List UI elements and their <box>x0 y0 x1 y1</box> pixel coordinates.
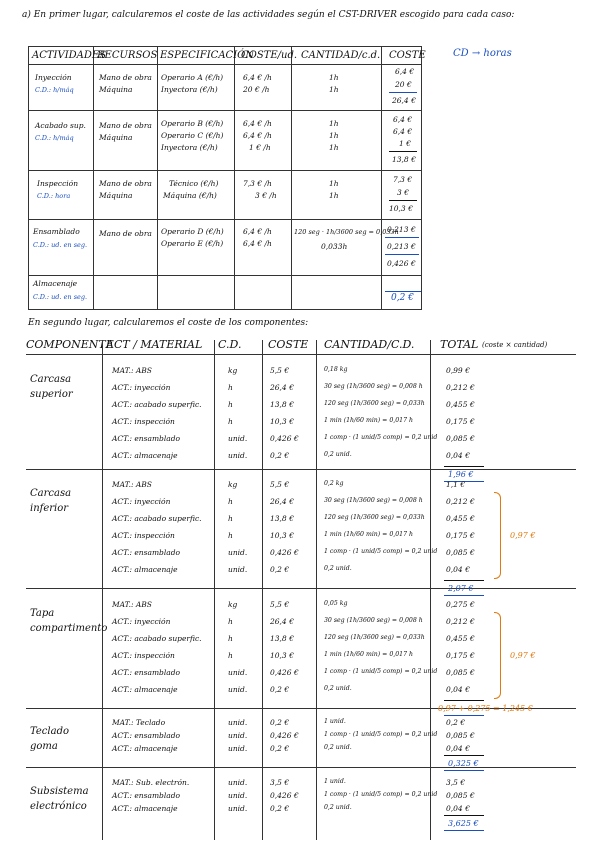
coste-value: 0,426 € <box>270 791 299 800</box>
cantidad-value: 1 min (1h/60 min) = 0,017 h <box>324 531 413 538</box>
act-material: ACT.: ensamblado <box>112 668 181 677</box>
total-value: 0,455 € <box>446 514 475 523</box>
cantidad-value: 0,2 unid. <box>324 744 352 751</box>
total-value: 0,175 € <box>446 531 475 540</box>
cantidad-value: 1 min (1h/60 min) = 0,017 h <box>324 417 413 424</box>
coste-value: 0,2 € <box>270 565 290 574</box>
act-material: ACT.: almacenaje <box>112 804 178 813</box>
underline <box>444 715 484 716</box>
group-total: 0,97 + 0,275 = 1,245 € <box>438 704 533 713</box>
esp-item: Operario E (€/h) <box>161 239 224 248</box>
act-material: ACT.: almacenaje <box>112 685 178 694</box>
cant-item: 0,033h <box>321 242 348 251</box>
activities-table <box>28 46 426 310</box>
act-cd: C.D.: h/máq <box>35 86 74 94</box>
component-name: Tapa <box>30 608 55 619</box>
header-cantidad: CANTIDAD/C.D. <box>324 338 415 351</box>
esp-item: Operario C (€/h) <box>161 131 224 140</box>
esp-item: Inyectora (€/h) <box>161 143 218 152</box>
group-total: 3,625 € <box>448 819 479 828</box>
cd-value: kg <box>228 480 238 489</box>
cd-value: unid. <box>228 731 248 740</box>
brace-mark <box>494 492 501 579</box>
cantidad-value: 120 seg (1h/3600 seg) = 0,033h <box>324 400 425 407</box>
cu-item: 3 € /h <box>255 191 277 200</box>
cd-value: kg <box>228 600 238 609</box>
esp-item: Máquina (€/h) <box>163 191 217 200</box>
coste-value: 3,5 € <box>270 778 290 787</box>
total-value: 0,04 € <box>446 685 470 694</box>
cd-value: unid. <box>228 804 248 813</box>
coste-value: 5,5 € <box>270 480 290 489</box>
act-material: ACT.: acabado superfic. <box>112 400 202 409</box>
act-name: Ensamblado <box>33 227 80 236</box>
total-value: 0,085 € <box>446 548 475 557</box>
cd-value: h <box>228 383 233 392</box>
total-value: 0,085 € <box>446 731 475 740</box>
coste-value: 10,3 € <box>270 531 294 540</box>
cant-item: 1h <box>329 119 339 128</box>
total-value: 0,212 € <box>446 383 475 392</box>
cd-value: unid. <box>228 565 248 574</box>
coste-value: 0,2 € <box>270 744 290 753</box>
component-name: Carcasa <box>30 488 72 499</box>
row-total: 26,4 € <box>392 96 416 105</box>
header-coste: COSTE <box>389 50 426 61</box>
cd-value: unid. <box>228 548 248 557</box>
act-material: ACT.: ensamblado <box>112 791 181 800</box>
rec-item: Mano de obra <box>99 121 152 130</box>
coste-value: 0,2 € <box>270 718 290 727</box>
esp-item: Operario A (€/h) <box>161 73 224 82</box>
cant-item: 120 seg · 1h/3600 seg = 0,033h <box>294 228 399 236</box>
cant-item: 1h <box>329 191 339 200</box>
coste-value: 0,2 € <box>270 685 290 694</box>
act-name: Inyección <box>35 73 72 82</box>
coste-value: 0,2 € <box>270 804 290 813</box>
cant-item: 1h <box>329 85 339 94</box>
cantidad-value: 0,2 unid. <box>324 451 352 458</box>
total-value: 0,085 € <box>446 668 475 677</box>
cantidad-value: 1 comp · (1 unid/5 comp) = 0,2 unid <box>324 731 438 738</box>
total-value: 0,175 € <box>446 417 475 426</box>
coste-value: 0,426 € <box>270 668 299 677</box>
cantidad-value: 0,05 kg <box>324 600 348 607</box>
act-name: Almacenaje <box>33 279 78 288</box>
cd-value: unid. <box>228 434 248 443</box>
act-material: ACT.: inspección <box>112 531 175 540</box>
cu-item: 6,4 € /h <box>243 227 272 236</box>
cantidad-value: 30 seg (1h/3600 seg) = 0,008 h <box>324 497 423 504</box>
cd-value: kg <box>228 366 238 375</box>
act-material: MAT.: ABS <box>112 600 152 609</box>
cantidad-value: 120 seg (1h/3600 seg) = 0,033h <box>324 514 425 521</box>
cd-value: h <box>228 514 233 523</box>
act-cd: C.D.: hora <box>37 192 71 200</box>
rec-item: Mano de obra <box>99 73 152 82</box>
header-componente: COMPONENTE <box>26 338 114 351</box>
header-recursos: RECURSOS <box>97 50 158 61</box>
act-cd: C.D.: ud. en seg. <box>33 293 88 301</box>
coste-value: 26,4 € <box>270 497 294 506</box>
coste-value: 0,426 € <box>270 434 299 443</box>
coste-item: 0,213 € <box>387 225 416 234</box>
component-name: Subsistema <box>30 786 89 797</box>
brace-note: 0,97 € <box>510 530 536 540</box>
total-value: 1,1 € <box>446 480 466 489</box>
underline <box>444 580 484 581</box>
underline <box>444 830 484 831</box>
coste-item: 1 € <box>399 139 411 148</box>
coste-value: 13,8 € <box>270 514 294 523</box>
total-value: 0,275 € <box>446 600 475 609</box>
act-material: ACT.: almacenaje <box>112 451 178 460</box>
coste-value: 0,2 € <box>270 451 290 460</box>
act-material: MAT.: ABS <box>112 480 152 489</box>
total-value: 3,5 € <box>446 778 466 787</box>
cd-value: unid. <box>228 668 248 677</box>
cu-item: 20 € /h <box>243 85 270 94</box>
coste-item: 0,213 € <box>387 242 416 251</box>
group-total: 1,96 € <box>448 470 474 479</box>
cantidad-value: 1 comp · (1 unid/5 comp) = 0,2 unid <box>324 548 438 555</box>
cantidad-value: 1 comp · (1 unid/5 comp) = 0,2 unid <box>324 434 438 441</box>
cant-item: 1h <box>329 179 339 188</box>
intro-text-2: En segundo lugar, calcularemos el coste de los componentes: <box>28 318 309 328</box>
header-actividades: ACTIVIDADES <box>32 50 107 61</box>
header-especificacion: ESPECIFICACIÓN <box>160 50 255 61</box>
act-material: ACT.: ensamblado <box>112 548 181 557</box>
cd-value: h <box>228 400 233 409</box>
coste-value: 5,5 € <box>270 600 290 609</box>
act-name: Acabado sup. <box>35 121 86 130</box>
rec-item: Máquina <box>99 85 133 94</box>
total-value: 0,212 € <box>446 497 475 506</box>
coste-item: 20 € <box>395 80 412 89</box>
cd-value: h <box>228 651 233 660</box>
brace-mark <box>494 612 501 699</box>
cd-value: h <box>228 617 233 626</box>
cantidad-value: 1 comp · (1 unid/5 comp) = 0,2 unid <box>324 668 438 675</box>
cd-value: unid. <box>228 744 248 753</box>
coste-item: 6,4 € <box>393 115 413 124</box>
act-material: ACT.: inyección <box>112 497 171 506</box>
cantidad-value: 0,18 kg <box>324 366 348 373</box>
act-name: Inspección <box>37 179 79 188</box>
act-cd: C.D.: h/máq <box>35 134 74 142</box>
header-coste-ud: COSTE/ud. <box>241 50 298 61</box>
act-material: MAT.: Teclado <box>112 718 166 727</box>
header-act-material: ACT / MATERIAL <box>106 338 203 351</box>
underline <box>444 770 484 771</box>
underline <box>444 815 484 816</box>
coste-value: 5,5 € <box>270 366 290 375</box>
rec-item: Máquina <box>99 191 133 200</box>
act-material: MAT.: Sub. electrón. <box>112 778 190 787</box>
esp-item: Inyectora (€/h) <box>161 85 218 94</box>
underline <box>444 466 484 467</box>
brace-note: 0,97 € <box>510 650 536 660</box>
cd-value: unid. <box>228 778 248 787</box>
act-material: ACT.: acabado superfic. <box>112 514 202 523</box>
esp-item: Operario D (€/h) <box>161 227 224 236</box>
cantidad-value: 1 min (1h/60 min) = 0,017 h <box>324 651 413 658</box>
coste-value: 10,3 € <box>270 417 294 426</box>
row-total: 0,2 € <box>391 293 414 303</box>
cd-value: unid. <box>228 685 248 694</box>
coste-item: 3 € <box>397 188 409 197</box>
header-cantidad: CANTIDAD/c.d. <box>301 50 381 61</box>
cd-value: unid. <box>228 791 248 800</box>
total-value: 0,2 € <box>446 718 466 727</box>
cant-item: 1h <box>329 73 339 82</box>
header-total: TOTAL <box>440 338 479 351</box>
coste-value: 10,3 € <box>270 651 294 660</box>
cu-item: 6,4 € /h <box>243 119 272 128</box>
component-name: compartimento <box>30 623 108 634</box>
cantidad-value: 120 seg (1h/3600 seg) = 0,033h <box>324 634 425 641</box>
total-value: 0,04 € <box>446 565 470 574</box>
coste-value: 13,8 € <box>270 634 294 643</box>
act-material: ACT.: ensamblado <box>112 731 181 740</box>
act-material: MAT.: ABS <box>112 366 152 375</box>
act-material: ACT.: almacenaje <box>112 744 178 753</box>
cantidad-value: 0,2 unid. <box>324 804 352 811</box>
coste-value: 0,426 € <box>270 548 299 557</box>
cantidad-value: 30 seg (1h/3600 seg) = 0,008 h <box>324 383 423 390</box>
underline <box>444 700 484 701</box>
underline <box>444 595 484 596</box>
cantidad-value: 30 seg (1h/3600 seg) = 0,008 h <box>324 617 423 624</box>
coste-value: 26,4 € <box>270 617 294 626</box>
legend-note: CD → horas <box>453 48 512 59</box>
underline <box>444 755 484 756</box>
coste-item: 6,4 € <box>395 67 415 76</box>
cantidad-value: 1 unid. <box>324 778 346 785</box>
cu-item: 6,4 € /h <box>243 239 272 248</box>
row-total: 10,3 € <box>389 204 413 213</box>
act-material: ACT.: inspección <box>112 651 175 660</box>
component-name: superior <box>30 389 73 400</box>
cantidad-value: 0,2 kg <box>324 480 344 487</box>
group-total: 2,07 € <box>448 584 474 593</box>
esp-item: Operario B (€/h) <box>161 119 224 128</box>
row-total: 13,8 € <box>392 155 416 164</box>
group-total: 0,325 € <box>448 759 479 768</box>
total-value: 0,175 € <box>446 651 475 660</box>
cd-value: h <box>228 417 233 426</box>
cantidad-value: 0,2 unid. <box>324 565 352 572</box>
act-material: ACT.: inspección <box>112 417 175 426</box>
component-name: Teclado <box>30 726 69 737</box>
act-material: ACT.: almacenaje <box>112 565 178 574</box>
total-note: (coste × cantidad) <box>482 341 548 349</box>
header-cd: C.D. <box>218 338 242 351</box>
act-material: ACT.: inyección <box>112 617 171 626</box>
total-value: 0,455 € <box>446 400 475 409</box>
coste-value: 13,8 € <box>270 400 294 409</box>
component-name: inferior <box>30 503 69 514</box>
cant-item: 1h <box>329 143 339 152</box>
total-value: 0,212 € <box>446 617 475 626</box>
component-name: goma <box>30 741 58 752</box>
total-value: 0,04 € <box>446 744 470 753</box>
coste-item: 6,4 € <box>393 127 413 136</box>
component-name: electrónico <box>30 801 87 812</box>
total-value: 0,085 € <box>446 434 475 443</box>
total-value: 0,99 € <box>446 366 470 375</box>
intro-text-1: a) En primer lugar, calcularemos el coste de las actividades según el CST-DRIVER escogido para cada caso: <box>22 10 515 20</box>
cu-item: 6,4 € /h <box>243 73 272 82</box>
cd-value: unid. <box>228 718 248 727</box>
total-value: 0,04 € <box>446 451 470 460</box>
cu-item: 7,3 € /h <box>243 179 272 188</box>
cd-value: unid. <box>228 451 248 460</box>
coste-item: 7,3 € <box>393 175 413 184</box>
act-material: ACT.: acabado superfic. <box>112 634 202 643</box>
cantidad-value: 0,2 unid. <box>324 685 352 692</box>
cd-value: h <box>228 634 233 643</box>
act-material: ACT.: inyección <box>112 383 171 392</box>
total-value: 0,085 € <box>446 791 475 800</box>
cd-value: h <box>228 531 233 540</box>
coste-value: 0,426 € <box>270 731 299 740</box>
rec-item: Mano de obra <box>99 229 152 238</box>
total-value: 0,04 € <box>446 804 470 813</box>
coste-value: 26,4 € <box>270 383 294 392</box>
header-coste: COSTE <box>268 338 309 351</box>
cu-item: 6,4 € /h <box>243 131 272 140</box>
rec-item: Máquina <box>99 133 133 142</box>
cd-value: h <box>228 497 233 506</box>
act-material: ACT.: ensamblado <box>112 434 181 443</box>
cantidad-value: 1 comp · (1 unid/5 comp) = 0,2 unid <box>324 791 438 798</box>
component-name: Carcasa <box>30 374 72 385</box>
cant-item: 1h <box>329 131 339 140</box>
act-cd: C.D.: ud. en seg. <box>33 241 88 249</box>
total-value: 0,455 € <box>446 634 475 643</box>
cu-item: 1 € /h <box>249 143 271 152</box>
rec-item: Mano de obra <box>99 179 152 188</box>
row-total: 0,426 € <box>387 259 416 268</box>
esp-item: Técnico (€/h) <box>169 179 219 188</box>
cantidad-value: 1 unid. <box>324 718 346 725</box>
